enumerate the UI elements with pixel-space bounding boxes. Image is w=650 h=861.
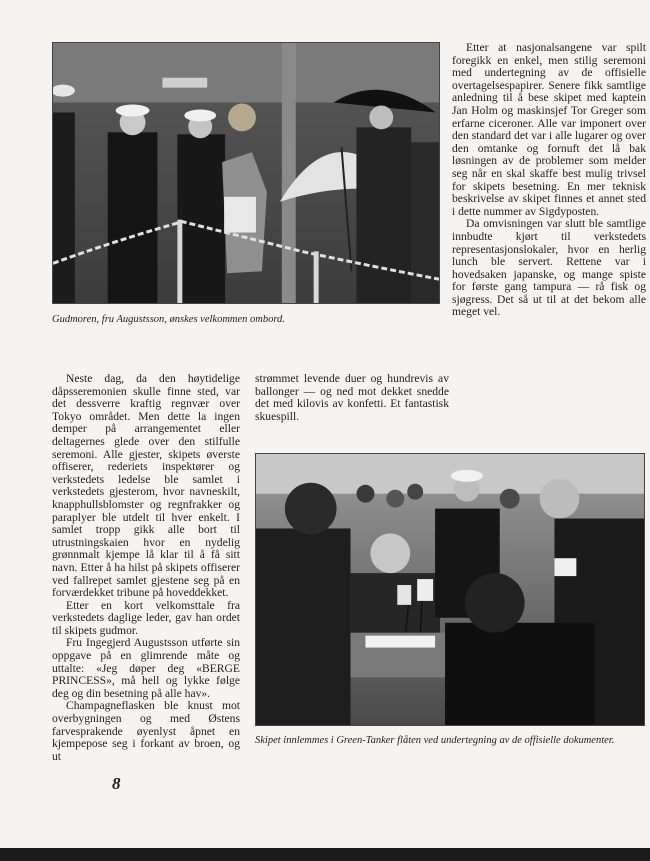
paragraph: Neste dag, da den høytidelige dåpsseremonien skulle finne sted, var det dessverre kraftig regnvær over Tokyo området. Men dette la ingen demper på arrangementet eller deltagernes glede over den stilfulle seremoni. Alle gjester, skipets øverste offiserer, rederiets inspektører og verkstedets ledelse ble samlet i verkstedets gjesterom, hvor navneskilt, knapphullsblomster og regnfrakker og paraplyer ble utdelt til hver enkelt. I samlet tropp gikk alle bort til utrustningskaien hvor en nydelig grønnmalt kjempe lå klar til å få sitt navn. Etter å ha hilst på skipets offiserer ved fallrepet samlet gjestene seg på en forværdekket tribune på hoveddekket.	[52, 372, 240, 600]
photo-signing-documents	[255, 453, 645, 726]
scan-edge	[0, 848, 650, 861]
paragraph: Fru Ingegjerd Augustsson utførte sin oppgave på en glimrende måte og uttalte: «Jeg døper deg «BERGE PRINCESS», må hell og lykke følge deg og din besetning på alle hav».	[52, 636, 240, 700]
photo-welcome-aboard	[52, 42, 440, 304]
paragraph: Da omvisningen var slutt ble samtlige innbudte kjørt til verkstedets representasjonslokaler, hvor en herlig lunch ble servert. Rettene var i hovedsaken japanske, og mange spiste for første gang tampura — rå fisk og sjøgress. Det så ut til at det bekom alle meget vel.	[452, 217, 646, 319]
photo-welcome-aboard-image	[53, 43, 439, 303]
article-column-right-top	[452, 42, 646, 319]
article-column-middle	[255, 373, 449, 423]
photo-welcome-caption: Gudmoren, fru Augustsson, ønskes velkommen ombord.	[52, 314, 285, 325]
page-number: 8	[112, 774, 121, 793]
photo-signing-documents-image	[256, 454, 644, 725]
photo-signing-caption: Skipet innlemmes i Green-Tanker flåten ved undertegning av de offisielle dokumenter.	[255, 735, 615, 746]
paragraph: Champagneflasken ble knust mot overbygningen og med Østens farvesprakende øyenlyst åpnet en kjempepose seg i forkant av broen, og ut	[52, 699, 240, 763]
article-column-left	[52, 373, 240, 763]
paragraph: strømmet levende duer og hundrevis av ballonger — og ned mot dekket snedde det med kilovis av konfetti. Et fantastisk skuespill.	[255, 372, 449, 423]
paragraph: Etter en kort velkomsttale fra verkstedets daglige leder, gav han ordet til skipets gudmor.	[52, 598, 240, 637]
paragraph: Etter at nasjonalsangene var spilt foregikk en enkel, men stilig seremoni med undertegning av de offisielle overtagelsespapirer. Senere fikk samtlige anledning til å bese skipet med kaptein Jan Holm og maskinsjef Tor Greger som erfarne cicerоner. Alle var imponert over den standard det var i alle lugarer og over den omtanke og fornuft det lå bak løsningen av de problemer som melder seg når en skal skaffe best mulig trivsel for skipets besetning. En mer teknisk beskrivelse av skipet finnes et annet sted i dette nummer av Sigdyposten.	[452, 41, 646, 218]
